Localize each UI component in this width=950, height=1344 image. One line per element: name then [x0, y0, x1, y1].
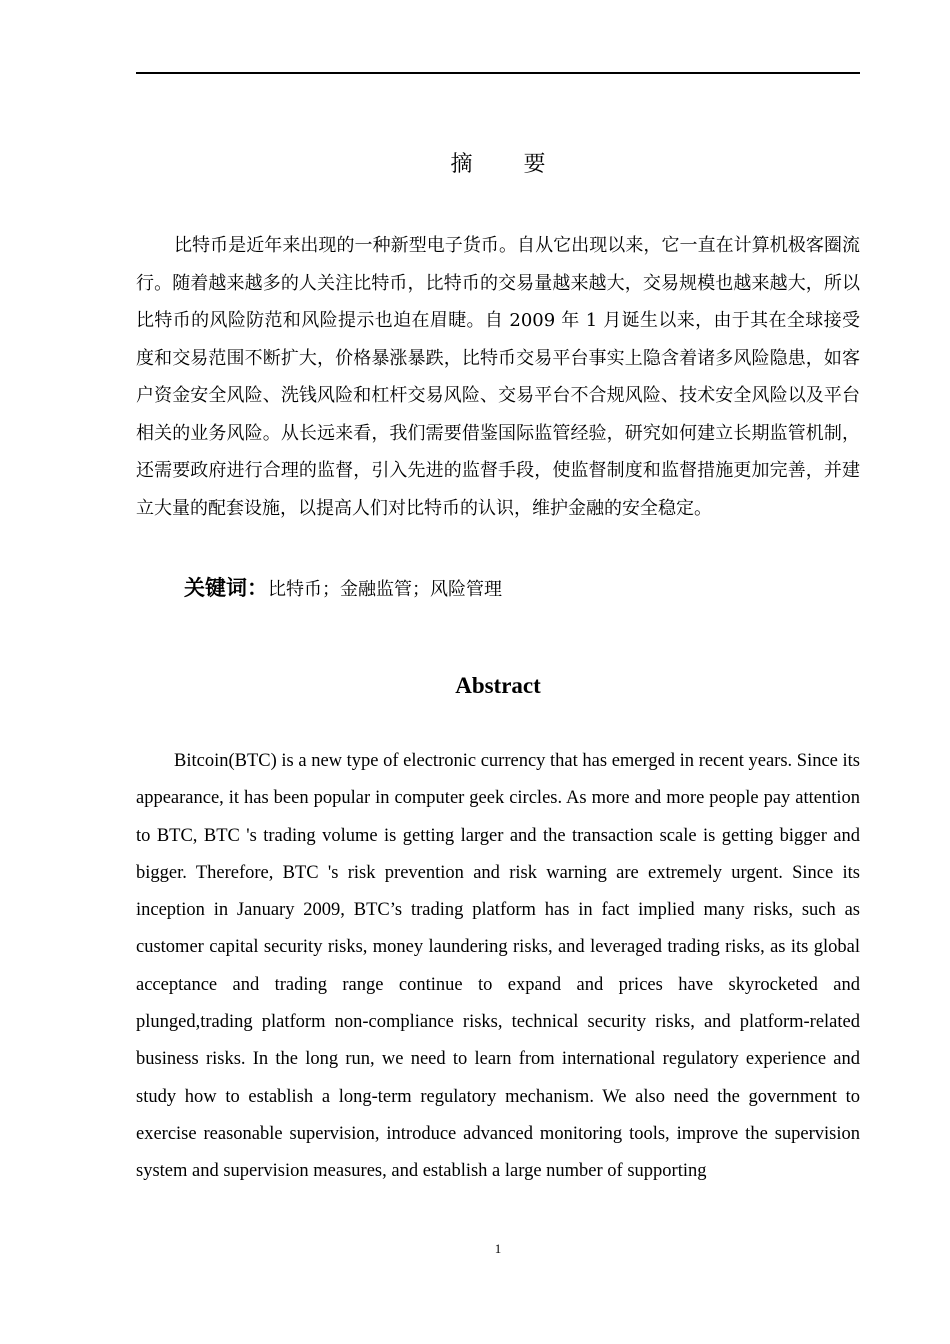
header-rule	[136, 72, 860, 74]
keywords-value: 比特币；金融监管；风险管理	[268, 579, 502, 600]
keywords-label: 关键词：	[184, 576, 268, 600]
chinese-keywords	[184, 572, 860, 606]
english-abstract-body: Bitcoin(BTC) is a new type of electronic currency that has emerged in recent years. Since its appearance, it has been popular in computer geek circles. As more and more people pay attention to BTC, BTC 's trading volume is getting larger and the transaction scale is getting bigger and bigger. Therefore, BTC 's risk prevention and risk warning are extremely urgent. Since its inception in January 2009, BTC’s trading platform has in fact implied many risks, such as customer capital security risks, money laundering risks, and leveraged trading risks, as its global acceptance and trading range continue to expand and prices have skyrocketed and plunged,trading platform non-compliance risks, technical security risks, and platform-related business risks. In the long run, we need to learn from international regulatory experience and study how to establish a long-term regulatory mechanism. We also need the government to exercise reasonable supervision, introduce advanced monitoring tools, improve the supervision system and supervision measures, and establish a large number of supporting	[136, 751, 860, 1182]
page-number: 1	[494, 1241, 502, 1256]
chinese-abstract-title: 摘 要	[450, 152, 568, 177]
chinese-abstract-body: 比特币是近年来出现的一种新型电子货币。自从它出现以来，它一直在计算机极客圈流行。随着越来越多的人关注比特币，比特币的交易量越来越大，交易规模也越来越大，所以比特币的风险防范和风险提示也迫在眉睫。自 2009 年 1 月诞生以来，由于其在全球接受度和交易范围不断扩大，价格暴涨暴跌，比特币交易平台事实上隐含着诸多风险隐患，如客户资金安全风险、洗钱风险和杠杆交易风险、交易平台不合规风险、技术安全风险以及平台相关的业务风险。从长远来看，我们需要借鉴国际监管经验，研究如何建立长期监管机制，还需要政府进行合理的监督，引入先进的监督手段，使监督制度和监督措施更加完善，并建立大量的配套设施，以提高人们对比特币的认识，维护金融的安全稳定。	[136, 235, 860, 519]
english-abstract-title: Abstract	[455, 673, 541, 698]
